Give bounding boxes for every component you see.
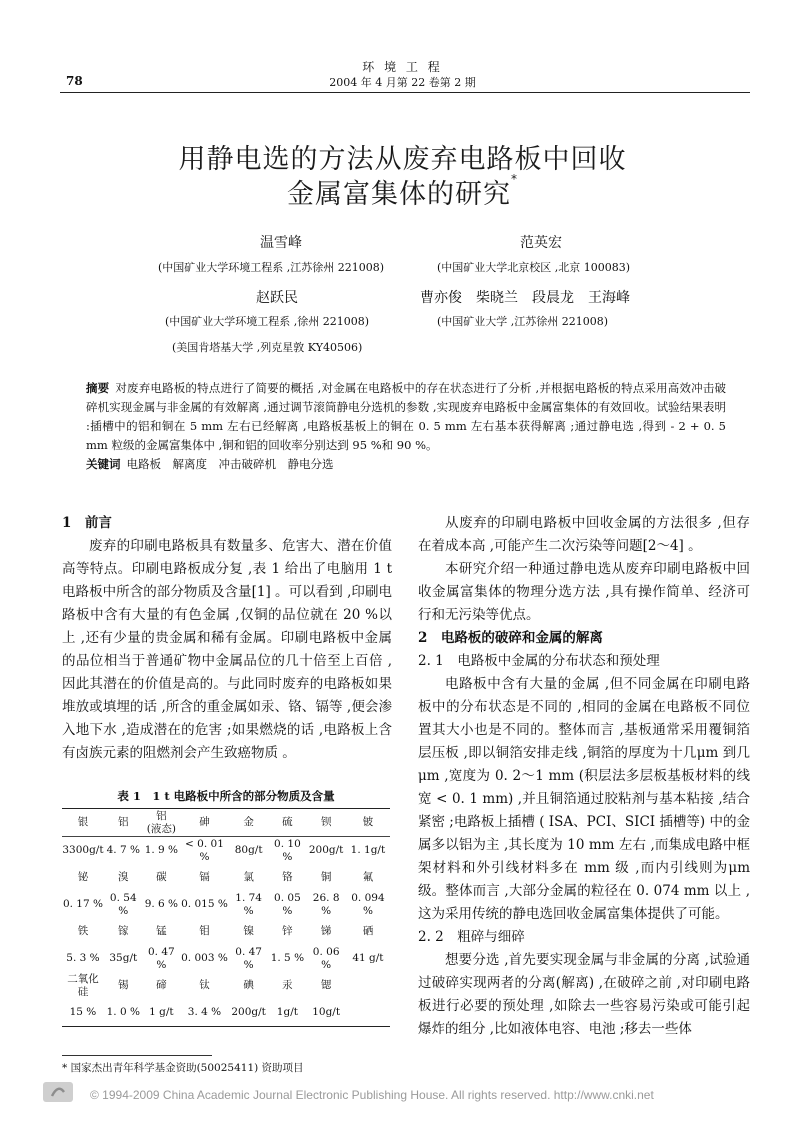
- table-cell: 砷: [180, 809, 229, 837]
- section-1-heading: 1 前言: [62, 515, 112, 531]
- table-cell: 铜: [320, 871, 332, 883]
- table-1-caption: 表 1 1 t 电路板中所含的部分物质及含量: [117, 789, 335, 803]
- table-cell: 1. 9 %: [144, 844, 179, 856]
- table-cell: 铬: [282, 871, 293, 883]
- table-cell: 1g/t: [268, 999, 306, 1027]
- table-cell: 0. 47 %: [148, 945, 175, 971]
- table-row: [62, 864, 390, 891]
- author-4-names: 曹亦俊 柴晓兰 段晨龙 王海峰: [420, 290, 630, 306]
- table-cell: 0. 003 %: [181, 952, 228, 964]
- table-cell: 1. 5 %: [270, 952, 305, 964]
- table-cell: 氟: [362, 871, 374, 883]
- table-cell: 硫: [268, 809, 306, 837]
- table-cell: 0. 10 %: [274, 837, 301, 863]
- table-cell: 银: [62, 809, 104, 837]
- cnki-logo-icon: [42, 1080, 74, 1104]
- footnote-rule: [62, 1055, 212, 1056]
- table-cell: 氯: [243, 871, 254, 883]
- table-cell: 二氧化硅: [67, 972, 99, 998]
- table-cell: 铋: [77, 871, 89, 883]
- table-cell: 0. 094 %: [351, 891, 385, 917]
- table-cell: 26. 8 %: [312, 891, 340, 917]
- issue-info: 2004 年 4 月第 22 卷第 2 期: [329, 76, 476, 89]
- keywords-text: 电路板 解离度 冲击破碎机 静电分选: [126, 457, 334, 471]
- left-column: [62, 512, 392, 765]
- paragraph-metal-distribution: 电路板中含有大量的金属 ,但不同金属在印刷电路板中的分布状态是不同的 ,相同的金属在电路板不同位置其大小也是不同的。整体而言 ,基板通常采用覆铜箔层压板 ,即以铜箔安排走线 ,铜箔的厚度为十几μm 到几μm ,宽度为 0. 2～1 mm (积层法多层板基板材料的线宽 < 0. 1 mm) ,并且铜箔通过胶粘剂与基本粘接 ,结合紧密 ;电路板上插槽 ( ISA、PCI、SICI 插槽等) 中的金属多以铝为主 ,其长度为 10 mm 左右 ,而集成电路中框架材料和外引线材料多在 mm 级 ,而内引线则为μm 级。整体而言 ,大部分金属的粒径在 0. 074 mm 以上 ,这为采用传统的静电选回收金属富集体提供了可能。: [418, 676, 750, 922]
- table-cell: 1. 74 %: [235, 891, 262, 917]
- table-cell: 9. 6 %: [144, 898, 179, 910]
- table-cell: 汞: [282, 979, 293, 991]
- table-cell: 钼: [199, 925, 210, 937]
- table-cell: 铝 (液态): [143, 809, 180, 837]
- table-row: [62, 891, 390, 918]
- author-1-name: 温雪峰: [260, 235, 302, 251]
- table-row: [62, 837, 390, 865]
- table-cell: 锑: [320, 925, 332, 937]
- table-cell: 镍: [243, 925, 254, 937]
- right-column: [418, 512, 750, 1041]
- keywords: [86, 455, 726, 474]
- table-cell: 200g/t: [308, 844, 344, 856]
- table-cell: 200g/t: [229, 999, 268, 1027]
- table-cell: 1 g/t: [143, 999, 180, 1027]
- journal-name: 环 境 工 程: [362, 60, 443, 74]
- table-cell: 0. 54 %: [109, 891, 137, 917]
- table-row: [62, 999, 390, 1027]
- abstract-text: 对废弃电路板的特点进行了简要的概括 ,对金属在电路板中的存在状态进行了分析 ,并根据电路板的特点采用高效冲击破碎机实现金属与非金属的有效解离 ,通过调节滚筒静电分选机的参数 ,实现废弃电路板中金属富集体的有效回收。试验结果表明 :插槽中的铝和铜在 5 mm 左右已经解离 ,电路板基板上的铜在 0. 5 mm 左右基本获得解离 ;通过静电选 ,得到 - 2 + 0. 5 mm 粒级的金属富集体中 ,铜和铝的回收率分别达到 95 %和 90 %。: [86, 381, 726, 452]
- table-cell: 35g/t: [109, 952, 138, 964]
- table-cell: 钛: [199, 979, 210, 991]
- table-cell: 0. 015 %: [181, 898, 228, 910]
- paragraph-study-intro: 本研究介绍一种通过静电选从废弃印刷电路板中回收金属富集体的物理分选方法 ,具有操作简单、经济可行和无污染等优点。: [418, 561, 750, 623]
- table-cell: 80g/t: [234, 844, 263, 856]
- author-2-name: 范英宏: [520, 235, 562, 251]
- table-row: [62, 972, 390, 999]
- table-cell: [346, 972, 390, 999]
- paragraph-methods-cost: 从废弃的印刷电路板中回收金属的方法很多 ,但存在着成本高 ,可能产生二次污染等问题[2～4] 。: [418, 515, 750, 554]
- author-3-affiliation-2: (美国肯塔基大学 ,列克星敦 KY40506): [172, 341, 363, 354]
- table-cell: 铝: [104, 809, 143, 837]
- table-cell: 4. 7 %: [106, 844, 140, 856]
- table-cell: 镓: [118, 925, 129, 937]
- title-line-2-text: 金属富集体的研究: [287, 179, 511, 210]
- table-cell: 0. 17 %: [62, 898, 103, 910]
- table-cell: 锡: [118, 979, 129, 991]
- copyright-notice: © 1994-2009 China Academic Journal Electronic Publishing House. All rights reserved. http://www.cnki.net: [90, 1088, 654, 1102]
- section-2-1-heading: 2. 1 电路板中金属的分布状态和预处理: [418, 653, 660, 669]
- table-cell: 金: [229, 809, 268, 837]
- table-row: [62, 918, 390, 945]
- table-cell: 1. 1g/t: [350, 844, 386, 856]
- abstract: [86, 379, 726, 474]
- paragraph-intro: 废弃的印刷电路板具有数量多、危害大、潜在价值高等特点。印刷电路板成分复 ,表 1 给出了电脑用 1 t 电路板中所含的部分物质及含量[1] 。可以看到 ,印刷电路板中含有大量的有色金属 ,仅铜的品位就在 20 %以上 ,还有少量的贵金属和稀有金属。印刷电路板中金属的品位相当于普通矿物中金属品位的几十倍至上百倍 ,因此其潜在的价值是高的。与此同时废弃的电路板如果堆放或填埋的话 ,所含的重金属如汞、铬、镉等 ,便会渗入地下水 ,造成潜在的危害 ;如果燃烧的话 ,电路板上含有卤族元素的阻燃剂会产生致癌物质 。: [62, 538, 392, 761]
- abstract-body: [86, 379, 726, 455]
- footnote: * 国家杰出青年科学基金资助(50025411) 资助项目: [62, 1062, 304, 1074]
- table-cell: 铁: [77, 925, 89, 937]
- table-cell: 碘: [243, 979, 254, 991]
- table-cell: < 0. 01 %: [185, 837, 224, 863]
- table-cell: 锰: [156, 925, 167, 937]
- author-4-affiliation: (中国矿业大学 ,江苏徐州 221008): [437, 315, 609, 328]
- table-cell: 锶: [320, 979, 332, 991]
- table-cell: 硒: [362, 925, 374, 937]
- table-cell: 0. 05 %: [274, 891, 301, 917]
- keywords-label: 关键词: [86, 457, 121, 471]
- author-1-affiliation: (中国矿业大学环境工程系 ,江苏徐州 221008): [158, 261, 385, 274]
- table-cell: 碲: [156, 979, 167, 991]
- table-cell: 5. 3 %: [66, 952, 100, 964]
- table-cell: 0. 47 %: [235, 945, 262, 971]
- table-cell: 3. 4 %: [180, 999, 229, 1027]
- table-row: [62, 945, 390, 972]
- title-line-1: 用静电选的方法从废弃电路板中回收: [178, 144, 627, 175]
- table-row: [62, 809, 390, 837]
- table-cell: 0. 06 %: [312, 945, 340, 971]
- header-rule: [60, 92, 750, 93]
- table-cell: 锌: [282, 925, 293, 937]
- table-1: [62, 808, 390, 1027]
- author-2-affiliation: (中国矿业大学北京校区 ,北京 100083): [437, 261, 631, 274]
- table-cell: 碳: [156, 871, 167, 883]
- table-cell: [346, 999, 390, 1027]
- table-cell: 1. 0 %: [104, 999, 143, 1027]
- title-line-2: [0, 172, 805, 211]
- page-number: 78: [66, 74, 83, 88]
- table-cell: 10g/t: [306, 999, 345, 1027]
- table-cell: 41 g/t: [352, 952, 384, 964]
- paragraph-crushing: 想要分选 ,首先要实现金属与非金属的分离 ,试验通过破碎实现两者的分离(解离) ,在破碎之前 ,对印刷电路板进行必要的预处理 ,如除去一些容易污染或可能引起爆炸的组分 ,比如液体电容、电池 ;移去一些体: [418, 952, 750, 1037]
- table-cell: 溴: [118, 871, 129, 883]
- title-footnote-mark: *: [511, 172, 518, 186]
- table-cell: 15 %: [62, 999, 104, 1027]
- table-cell: 钡: [306, 809, 345, 837]
- section-2-heading: 2 电路板的破碎和金属的解离: [418, 630, 603, 646]
- author-3-affiliation-1: (中国矿业大学环境工程系 ,徐州 221008): [165, 315, 370, 328]
- table-cell: 铍: [346, 809, 390, 837]
- section-2-2-heading: 2. 2 粗碎与细碎: [418, 929, 525, 945]
- abstract-label: 摘要: [86, 381, 110, 395]
- author-3-name: 赵跃民: [256, 290, 298, 306]
- table-cell: 3300g/t: [62, 844, 104, 856]
- table-cell: 镉: [199, 871, 210, 883]
